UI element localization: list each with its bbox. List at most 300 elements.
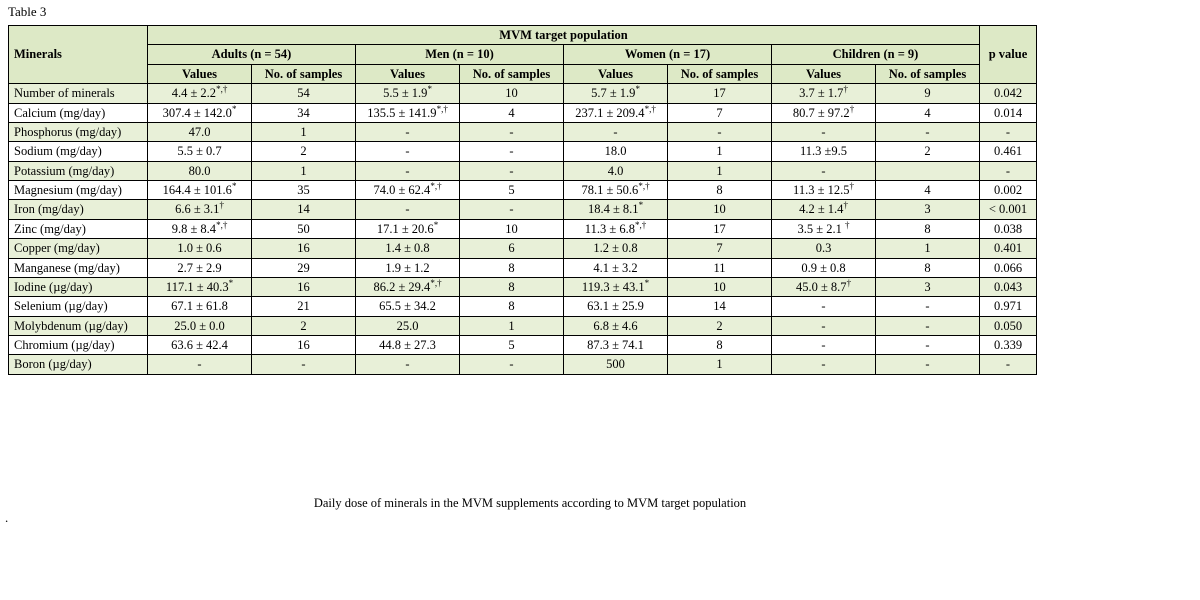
cell-p-value: 0.066: [980, 258, 1037, 277]
cell-value: 10: [713, 202, 726, 217]
cell-value: 34: [297, 105, 310, 120]
cell-women-values: [564, 84, 668, 103]
cell-adults-values: [148, 297, 252, 316]
cell-women-samples: [668, 277, 772, 296]
cell-value: -: [821, 338, 826, 352]
cell-significance-marker: *: [638, 200, 644, 211]
cell-mineral-name: Iron (mg/day): [9, 200, 148, 219]
header-target-population: MVM target population: [148, 26, 980, 45]
cell-value: 307.4 ± 142.0: [162, 105, 232, 120]
cell-value: 80.7 ± 97.2: [792, 105, 850, 120]
cell-significance-marker: *: [427, 83, 432, 94]
cell-men-values: [356, 84, 460, 103]
cell-p-value: -: [980, 355, 1037, 374]
cell-value: -: [613, 124, 618, 139]
cell-p-value: 0.014: [980, 103, 1037, 122]
cell-significance-marker: *,†: [644, 103, 656, 114]
cell-children-samples: [876, 297, 980, 316]
cell-women-samples: [668, 219, 772, 238]
cell-p-value: 0.401: [980, 239, 1037, 258]
cell-children-samples: [876, 181, 980, 200]
cell-children-values: [772, 316, 876, 335]
cell-value: 1: [716, 144, 723, 159]
cell-p-value: -: [980, 122, 1037, 141]
cell-value: -: [405, 202, 410, 217]
cell-children-values: [772, 336, 876, 355]
header-men-values: Values: [356, 64, 460, 83]
cell-adults-values: [148, 161, 252, 180]
table-row: [9, 84, 1037, 103]
cell-men-samples: [460, 122, 564, 141]
cell-value: 17.1 ± 20.6: [376, 221, 434, 236]
cell-adults-samples: [252, 181, 356, 200]
table-row: [9, 181, 1037, 200]
cell-significance-marker: *,†: [216, 219, 228, 230]
cell-adults-values: [148, 316, 252, 335]
header-women-values: Values: [564, 64, 668, 83]
table-row: [9, 277, 1037, 296]
cell-adults-values: [148, 355, 252, 374]
cell-mineral-name: Selenium (µg/day): [9, 297, 148, 316]
cell-value: 50: [297, 221, 310, 236]
cell-children-values: [772, 181, 876, 200]
header-group-adults: Adults (n = 54): [148, 45, 356, 64]
cell-value: 17: [713, 86, 726, 101]
cell-value: 237.1 ± 209.4: [575, 105, 645, 120]
cell-value: 80.0: [188, 163, 211, 178]
cell-p-value: 0.042: [980, 84, 1037, 103]
cell-value: -: [821, 299, 826, 314]
cell-men-values: [356, 316, 460, 335]
cell-women-samples: [668, 297, 772, 316]
cell-adults-samples: [252, 277, 356, 296]
cell-value: 8: [508, 279, 515, 294]
cell-adults-values: [148, 239, 252, 258]
cell-value: 7: [716, 105, 723, 120]
cell-p-value: 0.043: [980, 277, 1037, 296]
header-men-samples: No. of samples: [460, 64, 564, 83]
cell-men-samples: [460, 219, 564, 238]
cell-value: 5.5 ± 0.7: [177, 144, 222, 159]
cell-children-values: [772, 84, 876, 103]
cell-significance-marker: †: [843, 83, 848, 94]
cell-significance-marker: †: [219, 200, 224, 211]
table-row: [9, 122, 1037, 141]
cell-men-values: [356, 219, 460, 238]
cell-women-values: [564, 103, 668, 122]
cell-children-samples: [876, 161, 980, 180]
cell-value: 6: [508, 241, 515, 256]
cell-value: 2: [300, 318, 307, 333]
cell-value: 4.2 ± 1.4: [799, 202, 844, 217]
cell-value: 54: [297, 86, 310, 101]
cell-value: 10: [505, 86, 518, 101]
cell-adults-values: [148, 181, 252, 200]
cell-value: 8: [716, 183, 723, 197]
cell-value: 18.0: [604, 144, 627, 159]
cell-value: 4.1 ± 3.2: [593, 260, 638, 275]
cell-value: 35: [297, 183, 310, 197]
cell-value: 1.0 ± 0.6: [177, 241, 222, 256]
cell-men-values: [356, 258, 460, 277]
cell-significance-marker: *,†: [216, 83, 228, 94]
cell-value: 29: [297, 260, 310, 275]
cell-value: 17: [713, 221, 726, 236]
cell-value: 1.2 ± 0.8: [593, 241, 638, 256]
cell-women-values: [564, 258, 668, 277]
cell-value: -: [405, 163, 410, 178]
cell-value: 4.0: [607, 163, 624, 178]
cell-value: -: [925, 318, 930, 333]
cell-value: 16: [297, 338, 310, 352]
cell-adults-values: [148, 103, 252, 122]
cell-value: 18.4 ± 8.1: [587, 202, 639, 217]
cell-men-samples: [460, 336, 564, 355]
cell-p-value: 0.461: [980, 142, 1037, 161]
cell-value: 9: [924, 86, 931, 101]
cell-adults-samples: [252, 219, 356, 238]
cell-children-values: [772, 200, 876, 219]
cell-value: 8: [924, 221, 931, 236]
cell-men-values: [356, 336, 460, 355]
cell-value: 3: [924, 279, 931, 294]
table-row: [9, 336, 1037, 355]
cell-adults-values: [148, 258, 252, 277]
cell-value: 78.1 ± 50.6: [581, 183, 639, 197]
cell-value: 9.8 ± 8.4: [171, 221, 217, 236]
cell-women-samples: [668, 258, 772, 277]
table-caption: [0, 496, 1200, 511]
cell-men-values: [356, 277, 460, 296]
cell-men-values: [356, 200, 460, 219]
cell-value: 67.1 ± 61.8: [171, 299, 228, 314]
cell-women-values: [564, 297, 668, 316]
cell-children-values: [772, 239, 876, 258]
cell-significance-marker: †: [849, 103, 855, 114]
cell-value: 65.5 ± 34.2: [379, 299, 436, 314]
cell-significance-marker: *,†: [430, 180, 442, 191]
cell-value: 5: [508, 183, 515, 197]
table-row: [9, 103, 1037, 122]
cell-men-samples: [460, 297, 564, 316]
cell-children-values: [772, 277, 876, 296]
cell-mineral-name: Chromium (µg/day): [9, 336, 148, 355]
cell-value: 3: [924, 202, 931, 217]
cell-value: 5.7 ± 1.9: [591, 86, 636, 101]
cell-children-values: [772, 103, 876, 122]
cell-children-samples: [876, 142, 980, 161]
cell-women-samples: [668, 316, 772, 335]
minerals-table: [8, 25, 1037, 375]
cell-women-values: [564, 316, 668, 335]
cell-value: 87.3 ± 74.1: [587, 338, 644, 352]
cell-men-values: [356, 181, 460, 200]
cell-significance-marker: *: [231, 180, 237, 191]
cell-mineral-name: Molybdenum (µg/day): [9, 316, 148, 335]
cell-value: 10: [505, 221, 518, 236]
cell-mineral-name: Manganese (mg/day): [9, 258, 148, 277]
cell-adults-values: [148, 84, 252, 103]
cell-children-values: [772, 122, 876, 141]
cell-significance-marker: *,†: [634, 219, 647, 230]
header-minerals: Minerals: [9, 26, 148, 84]
cell-value: -: [925, 124, 930, 139]
cell-p-value: 0.971: [980, 297, 1037, 316]
cell-women-values: [564, 336, 668, 355]
cell-adults-samples: [252, 84, 356, 103]
cell-significance-marker: *: [644, 277, 650, 288]
cell-significance-marker: *,†: [638, 180, 650, 191]
cell-value: 6.8 ± 4.6: [593, 318, 638, 333]
cell-children-values: [772, 355, 876, 374]
cell-women-samples: [668, 84, 772, 103]
table-row: [9, 219, 1037, 238]
cell-value: 1.4 ± 0.8: [385, 241, 430, 256]
cell-women-samples: [668, 200, 772, 219]
cell-mineral-name: Calcium (mg/day): [9, 103, 148, 122]
cell-children-values: [772, 219, 876, 238]
cell-value: 1.9 ± 1.2: [385, 260, 430, 275]
cell-mineral-name: Zinc (mg/day): [9, 219, 148, 238]
header-group-children: Children (n = 9): [772, 45, 980, 64]
cell-significance-marker: †: [845, 219, 850, 230]
cell-women-values: [564, 200, 668, 219]
cell-men-samples: [460, 258, 564, 277]
cell-significance-marker: *: [433, 219, 439, 230]
table-row: [9, 239, 1037, 258]
cell-value: 45.0 ± 8.7: [795, 279, 847, 294]
cell-value: 63.6 ± 42.4: [171, 338, 228, 352]
cell-value: 14: [713, 299, 726, 314]
cell-significance-marker: †: [849, 180, 854, 191]
header-row-3: [9, 64, 1037, 83]
cell-value: 0.9 ± 0.8: [801, 260, 846, 275]
cell-value: 4: [508, 105, 515, 120]
cell-women-samples: [668, 122, 772, 141]
cell-children-samples: [876, 355, 980, 374]
cell-value: -: [405, 357, 410, 372]
cell-children-samples: [876, 336, 980, 355]
cell-value: 44.8 ± 27.3: [379, 338, 436, 352]
cell-value: -: [509, 124, 514, 139]
cell-significance-marker: *: [635, 83, 640, 94]
header-group-men: Men (n = 10): [356, 45, 564, 64]
cell-women-values: [564, 239, 668, 258]
cell-value: -: [197, 357, 202, 372]
cell-men-samples: [460, 239, 564, 258]
table-body: [9, 84, 1037, 375]
cell-value: -: [509, 163, 514, 178]
cell-adults-samples: [252, 103, 356, 122]
cell-adults-samples: [252, 297, 356, 316]
cell-value: 4.4 ± 2.2: [171, 86, 217, 101]
cell-value: -: [301, 357, 306, 372]
cell-children-samples: [876, 219, 980, 238]
cell-value: 11: [713, 260, 726, 275]
cell-value: 16: [297, 279, 310, 294]
cell-children-values: [772, 161, 876, 180]
cell-men-samples: [460, 200, 564, 219]
cell-value: 3.5 ± 2.1: [797, 221, 845, 236]
cell-value: 11.3 ±9.5: [799, 144, 848, 159]
cell-men-values: [356, 161, 460, 180]
cell-value: 1: [716, 357, 723, 372]
cell-value: 0.3: [815, 241, 832, 256]
cell-value: -: [925, 357, 930, 372]
cell-mineral-name: Boron (µg/day): [9, 355, 148, 374]
cell-adults-values: [148, 122, 252, 141]
cell-women-samples: [668, 142, 772, 161]
cell-adults-samples: [252, 355, 356, 374]
cell-women-values: [564, 161, 668, 180]
cell-men-values: [356, 355, 460, 374]
cell-value: 10: [713, 279, 726, 294]
cell-men-samples: [460, 103, 564, 122]
cell-mineral-name: Potassium (mg/day): [9, 161, 148, 180]
table-row: [9, 142, 1037, 161]
cell-adults-samples: [252, 336, 356, 355]
table-row: [9, 355, 1037, 374]
table-row: [9, 161, 1037, 180]
table-caption-text: Daily dose of minerals in the MVM supplements according to MVM target population: [313, 496, 747, 510]
cell-value: 1: [716, 163, 723, 178]
cell-adults-samples: [252, 122, 356, 141]
cell-women-samples: [668, 181, 772, 200]
cell-value: 2: [716, 318, 723, 333]
cell-value: 1: [508, 318, 515, 333]
table-row: [9, 297, 1037, 316]
cell-value: 117.1 ± 40.3: [165, 279, 229, 294]
cell-men-samples: [460, 277, 564, 296]
cell-mineral-name: Magnesium (mg/day): [9, 181, 148, 200]
cell-adults-samples: [252, 239, 356, 258]
cell-men-values: [356, 103, 460, 122]
cell-children-samples: [876, 103, 980, 122]
cell-value: -: [821, 357, 826, 372]
cell-women-samples: [668, 336, 772, 355]
header-row-1: [9, 26, 1037, 45]
cell-significance-marker: *: [228, 277, 234, 288]
cell-value: 500: [606, 357, 625, 372]
cell-men-values: [356, 297, 460, 316]
cell-men-values: [356, 239, 460, 258]
cell-men-values: [356, 142, 460, 161]
cell-significance-marker: *,†: [430, 277, 442, 288]
cell-men-samples: [460, 316, 564, 335]
cell-value: -: [925, 338, 930, 352]
header-p-value: p value: [980, 26, 1037, 84]
cell-value: 2: [924, 144, 931, 159]
cell-value: 135.5 ± 141.9: [367, 105, 437, 120]
header-adults-values: Values: [148, 64, 252, 83]
cell-adults-samples: [252, 161, 356, 180]
cell-value: -: [925, 299, 930, 314]
cell-children-samples: [876, 200, 980, 219]
cell-value: -: [509, 202, 514, 217]
cell-adults-samples: [252, 200, 356, 219]
table-number-label: Table 3: [8, 4, 47, 19]
cell-women-samples: [668, 103, 772, 122]
cell-men-samples: [460, 161, 564, 180]
cell-women-values: [564, 219, 668, 238]
cell-p-value: 0.002: [980, 181, 1037, 200]
cell-value: -: [821, 124, 826, 139]
cell-mineral-name: Phosphorus (mg/day): [9, 122, 148, 141]
cell-p-value: < 0.001: [980, 200, 1037, 219]
cell-value: -: [821, 163, 826, 178]
cell-significance-marker: †: [846, 277, 852, 288]
cell-children-samples: [876, 277, 980, 296]
cell-value: 8: [508, 299, 515, 314]
cell-women-samples: [668, 239, 772, 258]
cell-value: 2.7 ± 2.9: [177, 260, 222, 275]
cell-children-samples: [876, 84, 980, 103]
cell-value: 119.3 ± 43.1: [581, 279, 645, 294]
cell-men-samples: [460, 142, 564, 161]
cell-p-value: 0.339: [980, 336, 1037, 355]
cell-value: 2: [300, 144, 307, 159]
cell-value: 14: [297, 202, 310, 217]
cell-value: 1: [300, 163, 307, 178]
cell-significance-marker: †: [843, 200, 848, 211]
cell-mineral-name: Number of minerals: [9, 84, 148, 103]
cell-children-values: [772, 142, 876, 161]
cell-men-values: [356, 122, 460, 141]
cell-mineral-name: Sodium (mg/day): [9, 142, 148, 161]
header-children-samples: No. of samples: [876, 64, 980, 83]
cell-p-value: 0.050: [980, 316, 1037, 335]
cell-value: -: [821, 318, 826, 333]
cell-adults-samples: [252, 316, 356, 335]
trailing-mark: .: [5, 510, 9, 525]
cell-women-values: [564, 122, 668, 141]
cell-women-values: [564, 355, 668, 374]
cell-men-samples: [460, 84, 564, 103]
cell-value: 21: [297, 299, 310, 314]
cell-women-samples: [668, 161, 772, 180]
cell-value: 5: [508, 338, 515, 352]
cell-value: 164.4 ± 101.6: [162, 183, 232, 197]
cell-children-samples: [876, 316, 980, 335]
cell-value: 4: [924, 183, 931, 197]
cell-value: 86.2 ± 29.4: [373, 279, 431, 294]
cell-women-values: [564, 277, 668, 296]
cell-children-values: [772, 297, 876, 316]
cell-women-samples: [668, 355, 772, 374]
table-row: [9, 200, 1037, 219]
cell-adults-samples: [252, 142, 356, 161]
table-row: [9, 316, 1037, 335]
cell-value: 47.0: [188, 124, 211, 139]
cell-value: -: [405, 144, 410, 159]
cell-value: 5.5 ± 1.9: [383, 86, 428, 101]
cell-value: 8: [716, 338, 723, 352]
cell-value: 63.1 ± 25.9: [587, 299, 644, 314]
cell-value: -: [509, 144, 514, 159]
cell-value: 3.7 ± 1.7: [799, 86, 844, 101]
header-row-2: [9, 45, 1037, 64]
cell-value: 11.3 ± 6.8: [584, 221, 635, 236]
cell-adults-samples: [252, 258, 356, 277]
cell-adults-values: [148, 142, 252, 161]
header-children-values: Values: [772, 64, 876, 83]
cell-value: 11.3 ± 12.5: [793, 183, 850, 197]
cell-value: -: [405, 124, 410, 139]
cell-adults-values: [148, 277, 252, 296]
cell-p-value: 0.038: [980, 219, 1037, 238]
cell-value: 1: [300, 124, 307, 139]
cell-adults-values: [148, 336, 252, 355]
